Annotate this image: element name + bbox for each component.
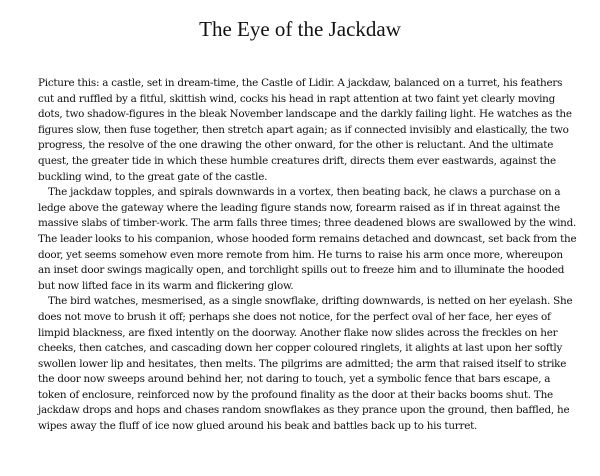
document-title: The Eye of the Jackdaw xyxy=(199,17,401,41)
paragraph-3: The bird watches, mesmerised, as a single snowflake, drifting downwards, is netted on her eyelash. She does not move to brush it off; perhaps she does not notice, for the perfect oval of her face, her eyes of limpid blackness, are fixed intently on the doorway. Another flake now slides across the freckles on her cheeks, then catches, and cascading down her copper coloured ringlets, it alights at last upon her softly swollen lower lip and hesitates, then melts. The pilgrims are admitted; the arm that raised itself to strike the door now sweeps around behind her, not daring to touch, yet a symbolic fence that bars escape, a token of enclosure, reinforced now by the profound finality as the door at their backs booms shut. The jackdaw drops and hops and chases random snowflakes as they prance upon the ground, then baffled, he wipes away the fluff of ice now glued around his beak and battles back up to his turret. xyxy=(38,295,573,433)
document-body xyxy=(38,76,578,435)
paragraph-2: The jackdaw topples, and spirals downwards in a vortex, then beating back, he claws a purchase on a ledge above the gateway where the leading figure stands now, forearm raised as if in threat against the massive slabs of timber-work. The arm falls three times; three deadened blows are swallowed by the wind. The leader looks to his companion, whose hooded form remains detached and downcast, set back from the door, yet seems somehow even more remote from him. He turns to raise his arm once more, whereupon an inset door swings magically open, and torchlight spills out to freeze him and to illuminate the hooded but now lifted face in its warm and flickering glow. xyxy=(38,186,577,292)
paragraph-1: Picture this: a castle, set in dream-time, the Castle of Lidir. A jackdaw, balanced on a turret, his feathers cut and ruffled by a fitful, skittish wind, cocks his head in rapt attention at two faint yet clearly moving dots, two shadow-figures in the bleak November landscape and the darkly failing light. He watches as the figures slow, then fuse together, then stretch apart again; as if connected invisibly and elastically, the two progress, the resolve of the one drawing the other onward, for the other is reluctant. And the ultimate quest, the greater tide in which these humble creatures drift, directs them ever eastwards, against the buckling wind, to the great gate of the castle. xyxy=(38,77,572,183)
